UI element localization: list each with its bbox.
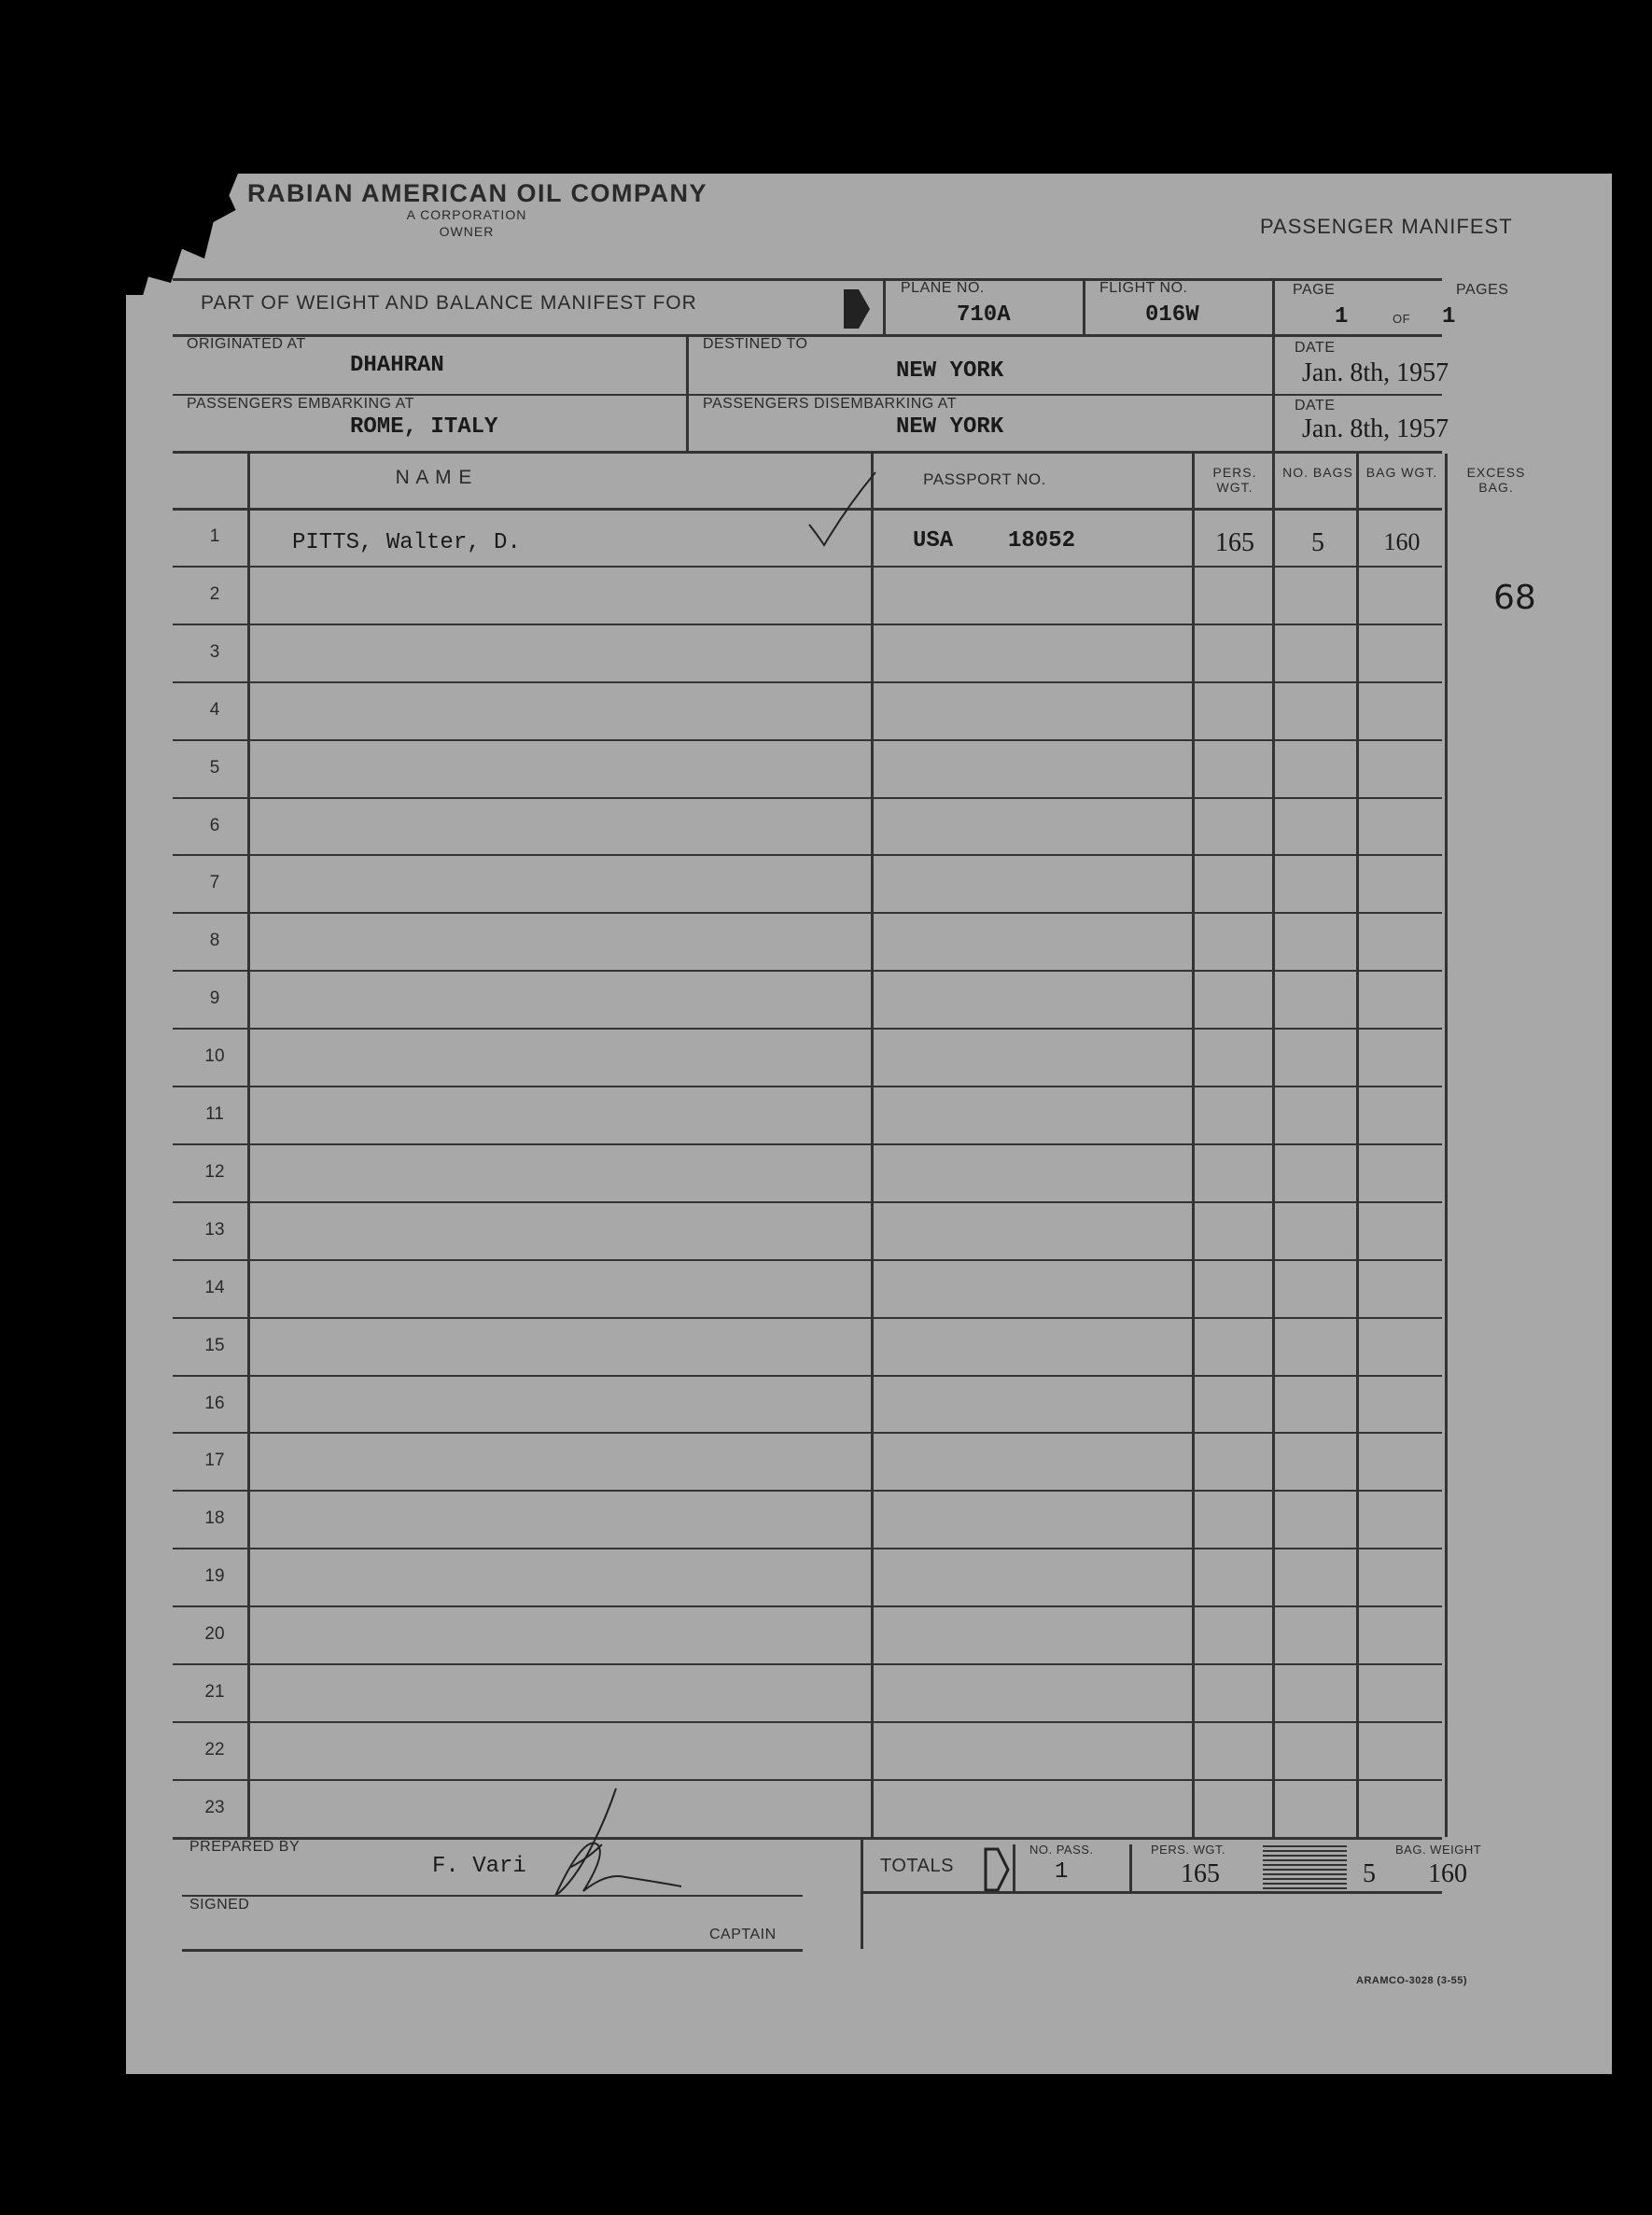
row-number: 14 — [204, 1277, 225, 1297]
rule — [1272, 278, 1275, 451]
disembarking-value: NEW YORK — [896, 414, 1004, 440]
shaded-cell — [1263, 1844, 1347, 1889]
row-number: 16 — [204, 1393, 225, 1413]
bags-total-value: 5 — [1363, 1859, 1376, 1888]
owner-label: OWNER — [439, 224, 495, 239]
pers-wgt-value: 165 — [1215, 528, 1254, 557]
row-number: 21 — [204, 1682, 225, 1702]
row-rule — [173, 1432, 1442, 1434]
row-rule — [173, 1548, 1442, 1549]
pers-wgt-column-header: PERS. WGT. — [1212, 465, 1257, 495]
column-rule — [871, 454, 874, 1837]
column-rule — [247, 454, 250, 1837]
embarking-label: PASSENGERS EMBARKING AT — [187, 396, 414, 412]
passenger-name: PITTS, Walter, D. — [292, 530, 521, 555]
page-value: 1 — [1335, 304, 1349, 329]
row-rule — [173, 1663, 1442, 1665]
row-number: 5 — [209, 757, 220, 778]
of-label: OF — [1393, 312, 1411, 326]
column-rule — [1192, 454, 1195, 1837]
destined-value: NEW YORK — [896, 358, 1004, 384]
row-number: 11 — [205, 1104, 224, 1124]
excess-bag-value: 68 — [1493, 579, 1536, 617]
row-rule — [173, 1028, 1442, 1030]
totals-label: TOTALS — [880, 1856, 954, 1876]
row-rule — [173, 566, 1442, 568]
row-number: 12 — [204, 1161, 225, 1182]
passport-number: 18052 — [1008, 528, 1076, 554]
passport-country: USA — [913, 528, 954, 554]
pers-wgt-total-value: 165 — [1181, 1859, 1220, 1888]
rule — [861, 1891, 1442, 1894]
captain-label: CAPTAIN — [709, 1927, 777, 1942]
pages-label: PAGES — [1456, 282, 1509, 298]
row-rule — [173, 1779, 1442, 1781]
prepared-by-label: PREPARED BY — [189, 1839, 301, 1855]
manifest-sheet — [126, 174, 1612, 2074]
row-rule — [173, 624, 1442, 625]
row-number: 3 — [209, 641, 220, 662]
row-rule — [173, 681, 1442, 683]
no-bags-value: 5 — [1311, 528, 1324, 557]
row-number: 9 — [209, 988, 220, 1009]
bag-wgt-column-header: BAG WGT. — [1365, 465, 1438, 480]
destined-label: DESTINED TO — [703, 336, 808, 352]
rule — [1083, 278, 1085, 334]
bag-weight-total-value: 160 — [1428, 1859, 1467, 1888]
part-of-label: PART OF WEIGHT AND BALANCE MANIFEST FOR — [201, 292, 697, 314]
row-rule — [173, 970, 1442, 972]
rule — [182, 1895, 803, 1897]
row-rule — [173, 1201, 1442, 1203]
row-number: 19 — [204, 1566, 225, 1587]
rule — [173, 1837, 1442, 1840]
arrow-icon — [840, 286, 872, 332]
row-number: 2 — [209, 583, 220, 604]
row-rule — [173, 1259, 1442, 1261]
row-rule — [173, 797, 1442, 799]
originated-label: ORIGINATED AT — [187, 336, 306, 352]
pers-wgt-total-label: PERS. WGT. — [1151, 1843, 1226, 1857]
excess-bag-column-header: EXCESS BAG. — [1466, 465, 1526, 495]
rule — [182, 1949, 803, 1952]
row-number: 6 — [209, 815, 220, 835]
row-rule — [173, 1605, 1442, 1607]
bag-wgt-value: 160 — [1383, 528, 1421, 555]
row-rule — [173, 1086, 1442, 1087]
row-rule — [173, 1143, 1442, 1145]
rule — [173, 278, 1442, 281]
row-number: 18 — [204, 1508, 225, 1529]
column-rule — [1272, 454, 1275, 1837]
row-rule — [173, 739, 1442, 741]
company-name: RABIAN AMERICAN OIL COMPANY — [247, 179, 708, 207]
rule — [1129, 1844, 1132, 1891]
name-column-header: N A M E — [395, 467, 473, 488]
prepared-by-value: F. Vari — [432, 1854, 526, 1879]
row-number: 23 — [204, 1797, 225, 1817]
pages-value: 1 — [1442, 304, 1456, 329]
passport-column-header: PASSPORT NO. — [923, 470, 1046, 488]
page-label: PAGE — [1293, 282, 1336, 298]
column-rule — [1356, 454, 1359, 1837]
row-rule — [173, 1490, 1442, 1492]
rule — [883, 278, 886, 334]
row-rule — [173, 1317, 1442, 1319]
row-number: 1 — [209, 526, 220, 546]
row-number: 7 — [209, 873, 220, 893]
row-rule — [173, 1721, 1442, 1723]
check-mark-icon — [805, 469, 880, 553]
row-number: 20 — [204, 1624, 225, 1645]
form-number: ARAMCO-3028 (3-55) — [1356, 1975, 1468, 1986]
rule — [173, 451, 1442, 454]
row-number: 4 — [209, 699, 220, 720]
row-rule — [173, 854, 1442, 856]
row-number: 8 — [209, 931, 220, 951]
bag-weight-label: BAG. WEIGHT — [1395, 1843, 1482, 1857]
date-label: DATE — [1295, 340, 1336, 356]
rule — [1013, 1844, 1015, 1891]
row-number: 17 — [204, 1451, 225, 1471]
signature — [518, 1779, 686, 1919]
row-number: 22 — [204, 1739, 225, 1759]
row-rule — [173, 912, 1442, 914]
date-value-2: Jan. 8th, 1957 — [1302, 414, 1449, 443]
column-rule — [1445, 454, 1448, 1837]
no-bags-column-header: NO. BAGS — [1282, 465, 1353, 480]
torn-corner — [126, 174, 238, 295]
signed-label: SIGNED — [189, 1897, 250, 1913]
row-number: 15 — [204, 1335, 225, 1355]
row-number: 13 — [204, 1219, 225, 1240]
embarking-value: ROME, ITALY — [350, 414, 498, 440]
arrow-icon — [983, 1846, 1011, 1893]
no-pass-label: NO. PASS. — [1029, 1843, 1094, 1857]
date-label-2: DATE — [1295, 398, 1336, 414]
row-number: 10 — [204, 1046, 225, 1067]
manifest-title: PASSENGER MANIFEST — [1260, 215, 1513, 238]
flight-no-label: FLIGHT NO. — [1099, 280, 1188, 296]
originated-value: DHAHRAN — [350, 353, 444, 378]
plane-no-value: 710A — [957, 302, 1011, 328]
rule — [686, 334, 689, 451]
plane-no-label: PLANE NO. — [901, 280, 985, 296]
corporation-label: A CORPORATION — [406, 207, 527, 222]
row-rule — [173, 1375, 1442, 1377]
date-value: Jan. 8th, 1957 — [1302, 358, 1449, 387]
no-pass-value: 1 — [1055, 1859, 1069, 1885]
flight-no-value: 016W — [1145, 302, 1199, 328]
disembarking-label: PASSENGERS DISEMBARKING AT — [703, 396, 958, 412]
